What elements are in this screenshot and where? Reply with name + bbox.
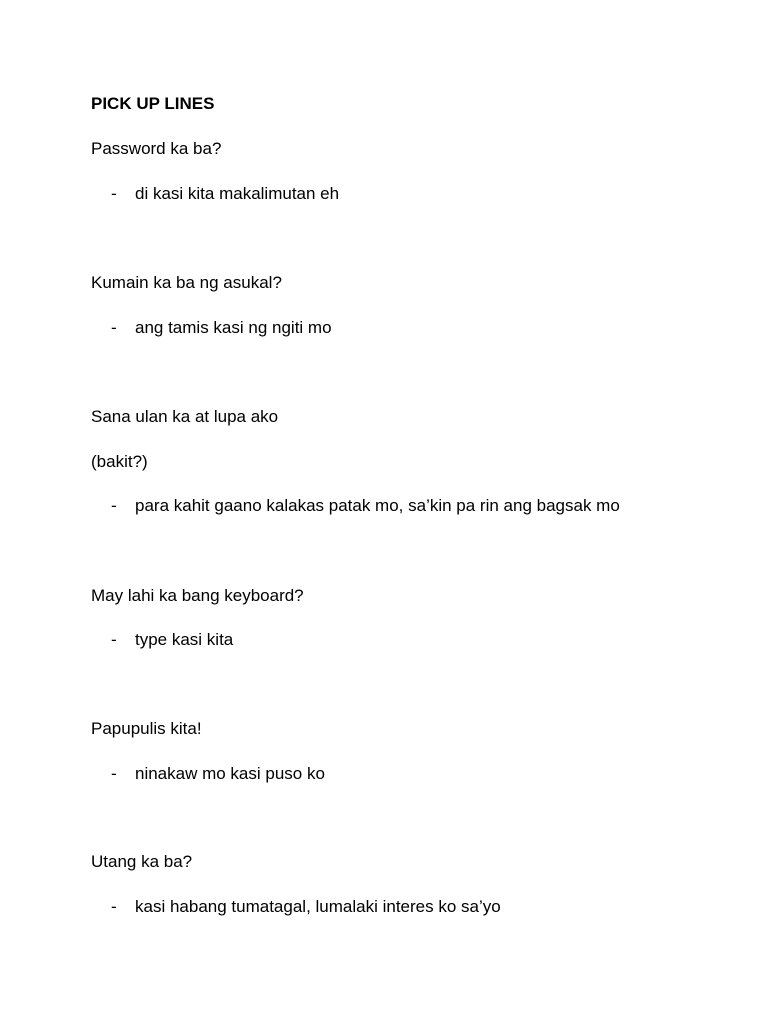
pickup-line-2: Kumain ka ba ng asukal? xyxy=(91,273,282,292)
answer-row-4 xyxy=(111,630,233,650)
answer-text-5: ninakaw mo kasi puso ko xyxy=(135,764,325,783)
answer-row-6 xyxy=(111,897,501,917)
bullet-dash: - xyxy=(111,184,117,203)
answer-row-3 xyxy=(111,496,620,516)
pickup-line-1: Password ka ba? xyxy=(91,139,222,158)
answer-text-1: di kasi kita makalimutan eh xyxy=(135,184,340,203)
answer-text-6: kasi habang tumatagal, lumalaki interes ko sa’yo xyxy=(135,897,501,916)
bullet-dash: - xyxy=(111,318,117,337)
pickup-line-6: Utang ka ba? xyxy=(91,852,193,871)
document-title: PICK UP LINES xyxy=(91,94,215,113)
answer-text-3: para kahit gaano kalakas patak mo, sa’kin pa rin ang bagsak mo xyxy=(135,496,620,515)
pickup-line-4: May lahi ka bang keyboard? xyxy=(91,586,304,605)
pickup-line-5: Papupulis kita! xyxy=(91,719,202,738)
bullet-dash: - xyxy=(111,897,117,916)
answer-row-2 xyxy=(111,318,332,338)
bullet-dash: - xyxy=(111,630,117,649)
bullet-dash: - xyxy=(111,764,117,783)
followup-line-3: (bakit?) xyxy=(91,452,148,471)
answer-text-2: ang tamis kasi ng ngiti mo xyxy=(135,318,332,337)
answer-row-5 xyxy=(111,764,325,784)
bullet-dash: - xyxy=(111,496,117,515)
answer-row-1 xyxy=(111,184,339,204)
answer-text-4: type kasi kita xyxy=(135,630,234,649)
pickup-line-3: Sana ulan ka at lupa ako xyxy=(91,407,279,426)
